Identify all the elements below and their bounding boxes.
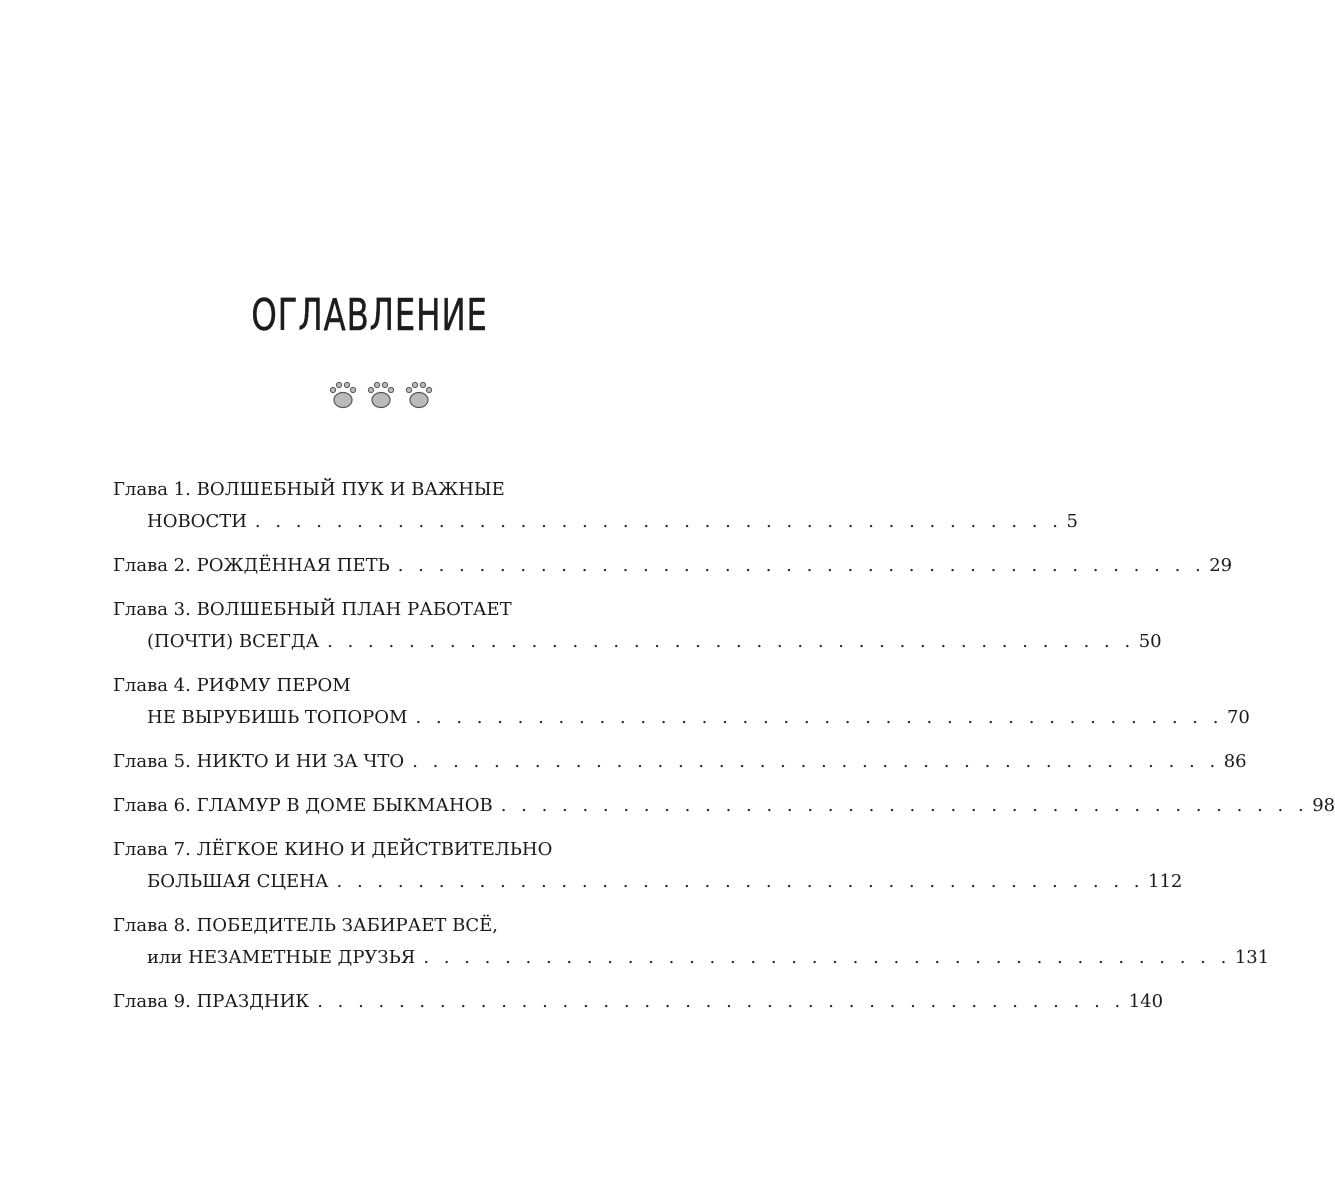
toc-entry[interactable] <box>113 550 1233 582</box>
chapter-number: Глава 3. <box>113 599 191 620</box>
page-number: 70 <box>1226 707 1250 728</box>
page-number: 131 <box>1234 947 1270 968</box>
leader-dots: . . . . . . . . . . . . . . . . . . . . . . . . . . . . . . . . . . . . . . . . <box>327 631 1135 652</box>
chapter-number: Глава 5. <box>113 751 191 772</box>
chapter-number: Глава 9. <box>113 991 191 1012</box>
chapter-title: (ПОЧТИ) ВСЕГДА <box>147 631 320 652</box>
leader-dots: . . . . . . . . . . . . . . . . . . . . . . . . . . . . . . . . . . . . . . . . <box>254 511 1063 532</box>
table-of-contents <box>113 474 1335 1030</box>
chapter-title: НИКТО И НИ ЗА ЧТО <box>196 751 405 772</box>
chapter-title: ГЛАМУР В ДОМЕ БЫКМАНОВ <box>196 795 493 816</box>
leader-dots: . . . . . . . . . . . . . . . . . . . . . . . . . . . . . . . . . . . . . . . . <box>412 751 1220 772</box>
leader-dots: . . . . . . . . . . . . . . . . . . . . . . . . . . . . . . . . . . . . . . . . <box>336 871 1145 892</box>
chapter-title: или НЕЗАМЕТНЫЕ ДРУЗЬЯ <box>147 947 416 968</box>
chapter-title: ВОЛШЕБНЫЙ ПЛАН РАБОТАЕТ <box>196 599 512 620</box>
chapter-number: Глава 4. <box>113 675 191 696</box>
toc-entry[interactable] <box>113 746 1247 778</box>
page-title: ОГЛАВЛЕНИЕ <box>251 290 488 341</box>
leader-dots: . . . . . . . . . . . . . . . . . . . . . . . . . . . . . . . . . . . . . . . . <box>317 991 1125 1012</box>
leader-dots: . . . . . . . . . . . . . . . . . . . . . . . . . . . . . . . . . . . . . . . . <box>500 795 1309 816</box>
toc-entry[interactable] <box>113 986 1164 1018</box>
chapter-number: Глава 8. <box>113 915 191 936</box>
chapter-title: БОЛЬШАЯ СЦЕНА <box>147 871 329 892</box>
chapter-title: ПОБЕДИТЕЛЬ ЗАБИРАЕТ ВСЁ, <box>196 915 499 936</box>
paw-print-icon <box>406 382 431 407</box>
chapter-title: НОВОСТИ <box>147 511 247 532</box>
toc-entry[interactable] <box>113 474 1078 538</box>
leader-dots: . . . . . . . . . . . . . . . . . . . . . . . . . . . . . . . . . . . . . . . . <box>423 947 1231 968</box>
chapter-title: ПРАЗДНИК <box>196 991 310 1012</box>
toc-entry[interactable] <box>113 834 1183 898</box>
chapter-title: РИФМУ ПЕРОМ <box>196 675 351 696</box>
chapter-title: РОЖДЁННАЯ ПЕТЬ <box>196 555 390 576</box>
toc-entry[interactable] <box>113 910 1270 974</box>
page-number: 112 <box>1148 871 1183 892</box>
page-number: 29 <box>1209 555 1233 576</box>
paw-print-icon <box>330 382 355 407</box>
chapter-number: Глава 1. <box>113 479 191 500</box>
leader-dots: . . . . . . . . . . . . . . . . . . . . . . . . . . . . . . . . . . . . . . . . <box>415 707 1223 728</box>
chapter-number: Глава 2. <box>113 555 191 576</box>
paw-prints-ornament-icon <box>325 374 437 414</box>
page-number: 50 <box>1138 631 1162 652</box>
chapter-number: Глава 6. <box>113 795 191 816</box>
page-number: 140 <box>1128 991 1164 1012</box>
toc-entry[interactable] <box>113 594 1162 658</box>
toc-entry[interactable] <box>113 670 1250 734</box>
page-number: 5 <box>1066 511 1078 532</box>
chapter-title: ВОЛШЕБНЫЙ ПУК И ВАЖНЫЕ <box>196 479 505 500</box>
chapter-title: НЕ ВЫРУБИШЬ ТОПОРОМ <box>147 707 408 728</box>
page-number: 98 <box>1312 795 1335 816</box>
paw-print-icon <box>368 382 393 407</box>
leader-dots: . . . . . . . . . . . . . . . . . . . . . . . . . . . . . . . . . . . . . . . . <box>397 555 1206 576</box>
chapter-title: ЛЁГКОЕ КИНО И ДЕЙСТВИТЕЛЬНО <box>196 839 553 860</box>
page-number: 86 <box>1223 751 1247 772</box>
chapter-number: Глава 7. <box>113 839 191 860</box>
toc-entry[interactable] <box>113 790 1335 822</box>
